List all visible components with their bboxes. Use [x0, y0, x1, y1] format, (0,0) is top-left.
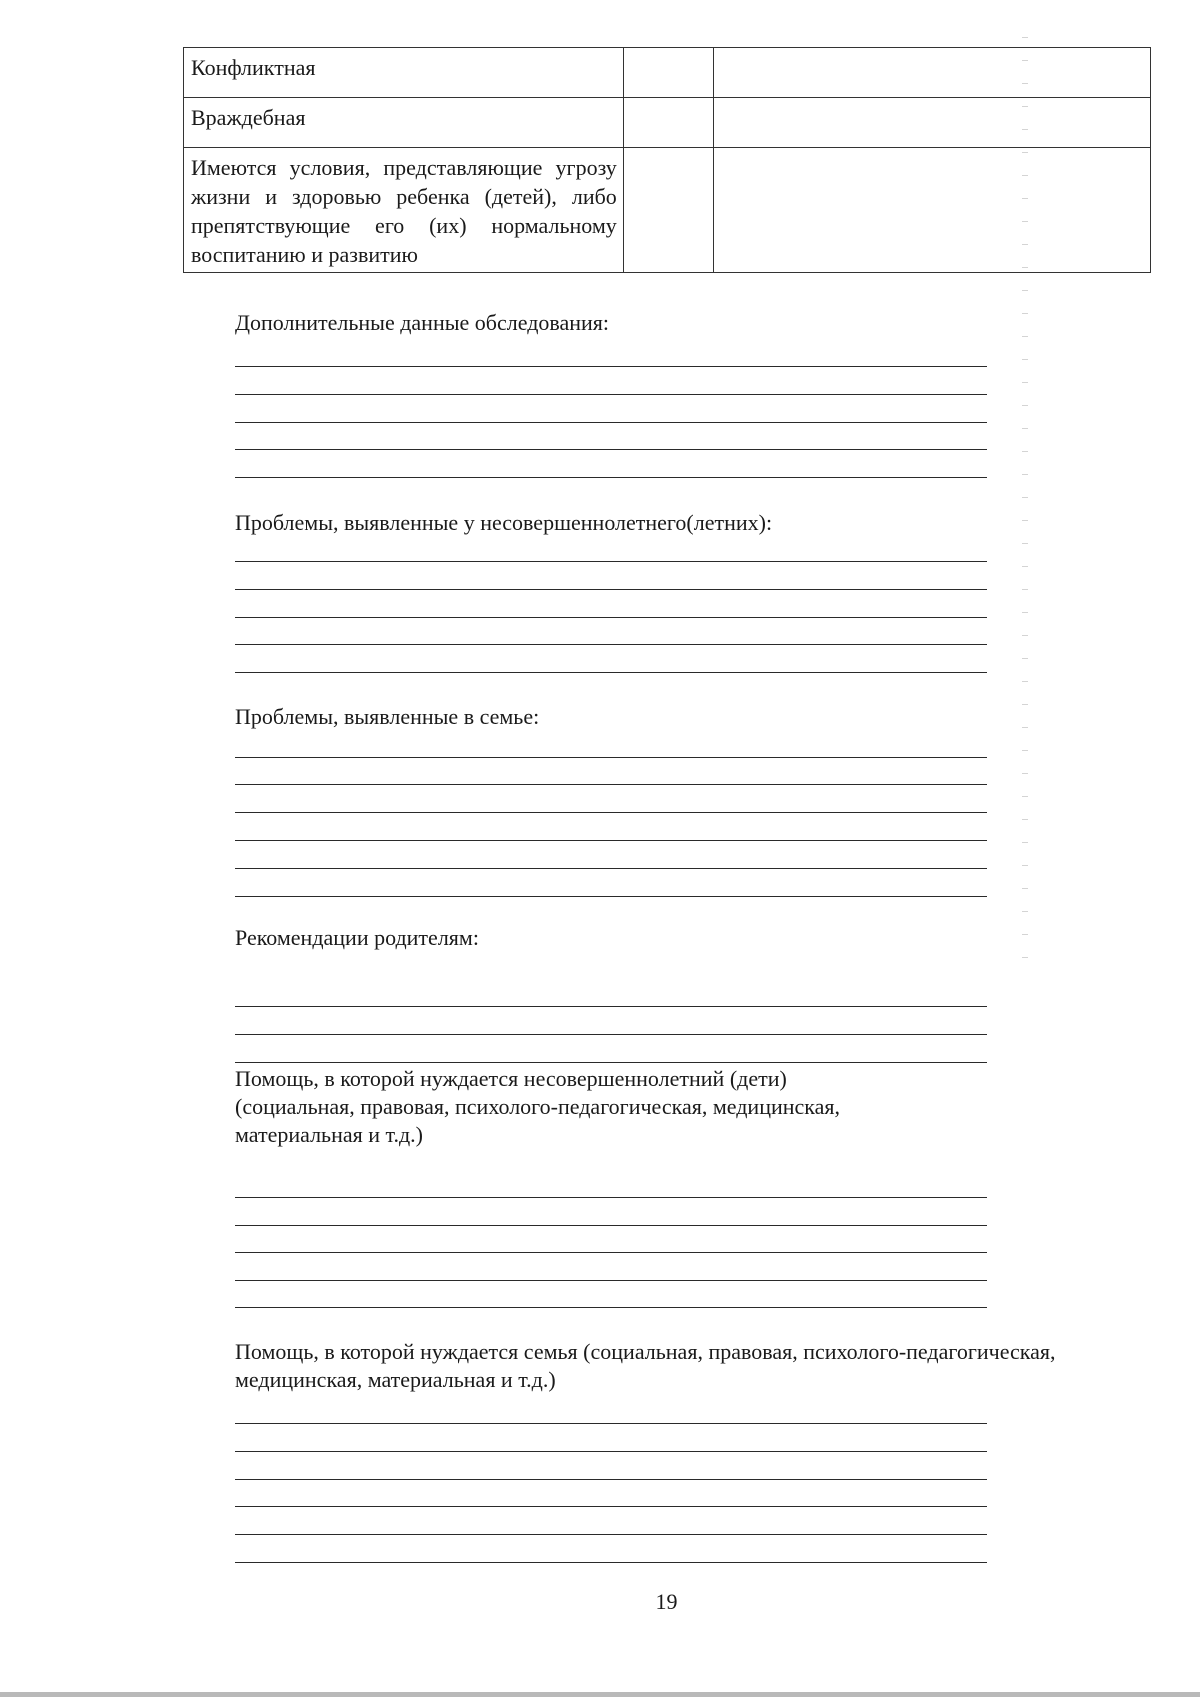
answer-line[interactable] — [235, 394, 987, 395]
answer-line[interactable] — [235, 1451, 987, 1452]
answer-line[interactable] — [235, 672, 987, 673]
answer-line[interactable] — [235, 1506, 987, 1507]
page-number: 19 — [655, 1589, 678, 1614]
answer-line[interactable] — [235, 644, 987, 645]
section-title: Проблемы, выявленные у несовершеннолетнего(летних): — [235, 510, 773, 535]
section-child-help — [235, 1065, 1095, 1149]
answer-line[interactable] — [235, 868, 987, 869]
answer-line[interactable] — [235, 840, 987, 841]
answer-line[interactable] — [235, 1197, 987, 1198]
comment-cell[interactable] — [713, 98, 1150, 148]
answer-line[interactable] — [235, 477, 987, 478]
section-title: Проблемы, выявленные в семье: — [235, 704, 540, 729]
section-additional-data — [235, 309, 1095, 337]
table-row — [184, 98, 1151, 148]
table-row — [184, 148, 1151, 273]
comment-cell[interactable] — [713, 48, 1150, 98]
answer-line[interactable] — [235, 1423, 987, 1424]
answer-line[interactable] — [235, 1252, 987, 1253]
answer-line[interactable] — [235, 896, 987, 897]
section-child-problems — [235, 509, 1095, 537]
answer-line[interactable] — [235, 1534, 987, 1535]
answer-line[interactable] — [235, 589, 987, 590]
section-recommendations — [235, 924, 1095, 952]
mark-cell[interactable] — [623, 148, 713, 273]
answer-line[interactable] — [235, 1225, 987, 1226]
row-label-conflict: Конфликтная — [184, 48, 624, 98]
answer-line[interactable] — [235, 422, 987, 423]
section-title: Рекомендации родителям: — [235, 925, 479, 950]
answer-line[interactable] — [235, 1479, 987, 1480]
answer-line[interactable] — [235, 617, 987, 618]
answer-line[interactable] — [235, 1034, 987, 1035]
section-title: Дополнительные данные обследования: — [235, 310, 610, 335]
answer-line[interactable] — [235, 1006, 987, 1007]
answer-line[interactable] — [235, 1307, 987, 1308]
answer-line[interactable] — [235, 1562, 987, 1563]
family-status-table — [183, 47, 1151, 273]
section-title: Помощь, в которой нуждается семья (социальная, правовая, психолого-педагогическая, медицинская, материальная и т.д.) — [235, 1339, 1056, 1392]
table-row — [184, 48, 1151, 98]
answer-line[interactable] — [235, 1062, 987, 1063]
answer-line[interactable] — [235, 561, 987, 562]
answer-line[interactable] — [235, 366, 987, 367]
answer-line[interactable] — [235, 1280, 987, 1281]
row-label-hostile: Враждебная — [184, 98, 624, 148]
section-family-problems — [235, 703, 1095, 731]
answer-line[interactable] — [235, 757, 987, 758]
section-title: Помощь, в которой нуждается несовершеннолетний (дети) (социальная, правовая, психолого-педагогическая, медицинская, материальная и т.д.) — [235, 1066, 841, 1147]
comment-cell[interactable] — [713, 148, 1150, 273]
answer-line[interactable] — [235, 449, 987, 450]
mark-cell[interactable] — [623, 98, 713, 148]
mark-cell[interactable] — [623, 48, 713, 98]
answer-line[interactable] — [235, 812, 987, 813]
scan-bottom-edge — [0, 1692, 1200, 1697]
row-label-threat-conditions: Имеются условия, представляющие угрозу жизни и здоровью ребенка (детей), либо препятствующие его (их) нормальному воспитанию и развитию — [184, 148, 624, 273]
answer-line[interactable] — [235, 784, 987, 785]
section-family-help — [235, 1338, 1155, 1394]
